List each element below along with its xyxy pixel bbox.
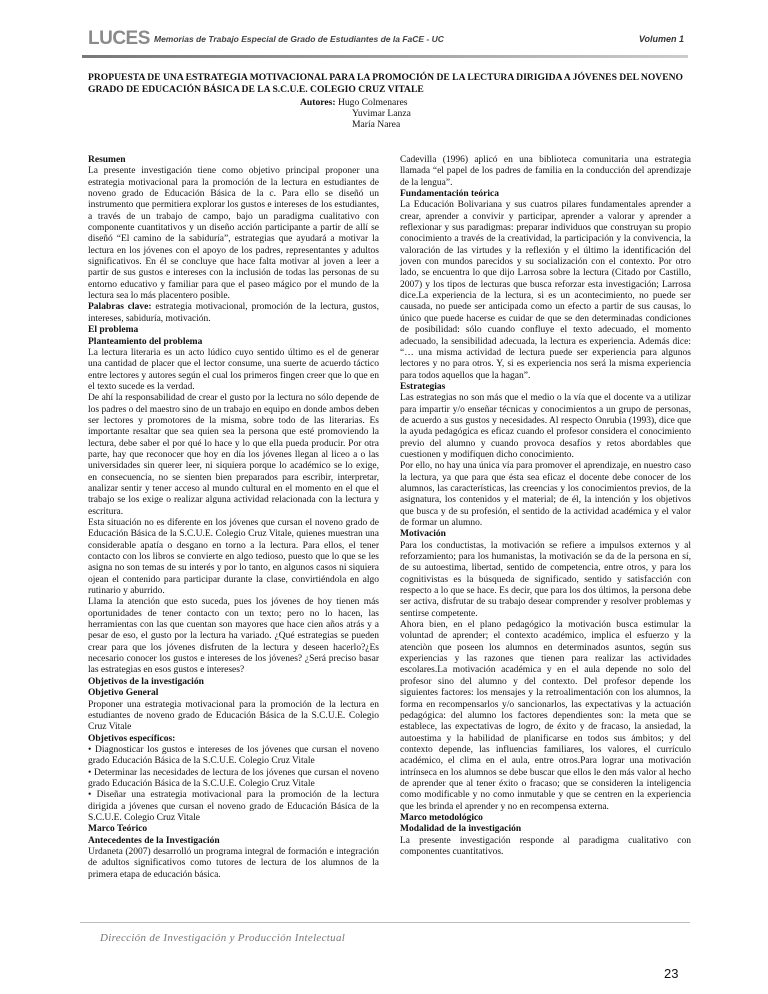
paragraph: La Educación Bolivariana y sus cuatros pilares fundamentales aprender a crear, aprender a convivir y participar, aprender a valorar y aprender a reflexionar y sus paradigmas: preparar individuos que construyan su propio conocimiento a través de la creatividad, la participación y la convivencia, la valoración de las virtudes y la reflexión y el último la identificación del joven con mundos parecidos y su socialización con el contexto. Por otro lado, se encuentra lo que dijo Larrosa sobre la lectura (Citado por Castillo, 2007) y los tipos de lecturas que busca reforzar esta investigación; Larrosa dice.La experiencia de la lectura, si es un acontecimiento, no puede ser causada, no puede ser anticipada como un efecto a partir de sus causas, lo único que puede hacerse es cuidar de que se den determinadas condiciones de posibilidad: sólo cuando confluye el texto adecuado, el momento adecuado, la sensibilidad adecuada, la lectura es experiencia. Además dice: “… una misma actividad de lectura puede ser experiencia para algunos lectores y no para otros. Y, si es experiencia nos será la misma experiencia para todos aquellos que la hagan”. (400, 200, 691, 381)
keywords-text: estrategia motivacional, promoción de la lectura, gustos, intereses, sabiduría, motivación. (88, 302, 379, 324)
author-name: Hugo Colmenares (337, 97, 408, 108)
section-heading: Motivación (400, 529, 446, 540)
paragraph: Por ello, no hay una única vía para promover el aprendizaje, en nuestro caso la lectura, ya que para que ésta sea eficaz el docente debe conocer de los alumnos, las características, las creencias y los conocimientos previos, de la asignatura, los contenidos y el material; de él, la intención y los objetivos que busca y de su profesión, el sentido de la actividad académica y el valor de formar un alumno. (400, 461, 691, 528)
running-title: Memorias de Trabajo Especial de Grado de Estudiantes de la FaCE - UC (154, 34, 444, 44)
author-row (0, 119, 768, 130)
section-heading: Objetivos específicos: (88, 733, 176, 744)
section-heading: El problema (88, 325, 139, 336)
paper-title: PROPUESTA DE UNA ESTRATEGIA MOTIVACIONAL PARA LA PROMOCIÓN DE LA LECTURA DIRIGIDA A JÓVENES DEL NOVENO GRADO DE EDUCACIÓN BÁSICA DE LA S.C.U.E. COLEGIO CRUZ VITALE (88, 72, 684, 95)
bullet-item: • Diagnosticar los gustos e intereses de los jóvenes que cursan el noveno grado Educación Básica de la S.C.U.E. Colegio Cruz Vitale (88, 745, 379, 768)
author-row (0, 97, 768, 108)
header-rule (82, 55, 688, 58)
footer-text: Dirección de Investigación y Producción Intelectual (100, 932, 346, 944)
section-heading: Objetivos de la investigación (88, 676, 204, 687)
author-name: María Narea (352, 119, 401, 131)
section-heading: Antecedentes de la Investigación (88, 835, 220, 846)
page-number: 23 (664, 966, 679, 981)
section-heading: Objetivo General (88, 688, 159, 699)
right-column (400, 155, 691, 858)
keywords (88, 302, 379, 325)
paragraph: Llama la atención que esto suceda, pues los jóvenes de hoy tienen más oportunidades de tener contacto con un texto; pero no lo hacen, las herramientas con las que cuentan son mayores que hace cien años atrás y a pesar de eso, el gusto por la lectura ha variado. ¿Qué estrategias se pueden crear para que los jóvenes disfruten de la lectura y deseen hacerlo?¿Es necesario conocer los gustos e intereses de los jóvenes? ¿Será preciso basar las estrategias en esos gustos e intereses? (88, 597, 379, 676)
section-heading: Fundamentación teórica (400, 189, 499, 200)
section-heading: Resumen (88, 155, 126, 165)
paragraph: Esta situación no es diferente en los jóvenes que cursan el noveno grado de Educación Básica de la S.C.U.E. Colegio Cruz Vitale, quienes muestran una considerable apatía o desgano en torno a la lectura. Para ellos, el tener contacto con los libros se convierte en algo tedioso, puesto que lo que se les asigna no son temas de su interés y por lo tanto, en algunos casos ni siquiera ojean el contenido para participar durante la clase, convirtiéndola en algo rutinario y aburrido. (88, 518, 379, 597)
bullet-item: • Determinar las necesidades de lectura de los jóvenes que cursan el noveno grado Educación Básica de la S.C.U.E. Colegio Cruz Vitale (88, 768, 379, 791)
section-heading: Estrategias (400, 381, 446, 392)
footer-rule (80, 922, 690, 923)
paragraph: Las estrategias no son más que el medio o la vía que el docente va a utilizar para impartir y/o enseñar técnicas y conocimientos a un grupo de personas, de acuerdo a sus gustos y necesidades. Al respecto Onrubia (1993), dice que la ayuda pedagógica es eficaz cuando el profesor considera el conocimiento previo del alumno y cuando provoca desafíos y retos abordables que cuestionen y modifiquen dicho conocimiento. (400, 393, 691, 460)
section-heading: Marco metodológico (400, 812, 483, 823)
paragraph: La presente investigación tiene como objetivo principal proponer una estrategia motivacional para la promoción de la lectura en estudiantes de noveno grado de Educación Básica de la c. Para ello se diseñó un instrumento que permitiera explorar los gustos e intereses de los estudiantes, a través de un trabajo de campo, bajo un paradigma cualitativo con componente cuantitativos y un diseño acción participante a partir de allí se diseñó “El camino de la sabiduría”, estrategias que ayudará a motivar la lectura en los jóvenes con el apoyo de los padres, representantes y adultos significativos. En él se concluye que hace falta motivar al joven a leer a partir de sus gustos e intereses con la inclusión de todas las personas de su entorno educativo y familiar para que el paseo mágico por el mundo de la lectura sea lo más placentero posible. (88, 166, 379, 302)
paragraph: Urdaneta (2007) desarrolló un programa integral de formación e integración de adultos significativos como tutores de lectura de los alumnos de la primera etapa de educación básica. (88, 846, 379, 880)
section-heading: Modalidad de la investigación (400, 824, 522, 835)
section-heading: Marco Teórico (88, 824, 148, 835)
paragraph: Para los conductistas, la motivación se refiere a impulsos externos y al reforzamiento; para los humanistas, la motivación se da de la persona en sí, de su autoestima, libertad, sentido de competencia, entre otros, y para los cognitivistas es la búsqueda de significado, sentido y satisfacción con respecto a lo que se hace. Es decir, que para los dos últimos, la persona debe ser activa, disfrutar de su trabajo desear comprender y resolver problemas y sentirse competente. (400, 540, 691, 619)
paragraph: Ahora bien, en el plano pedagógico la motivación busca estimular la voluntad de aprender; el contexto académico, implica el esfuerzo y la atenciòn que poseen los alumnos en determinados asuntos, según sus experiencias y las razones que tienen para realizar las actividades escolares.La motivación académica y en el aula depende no solo del profesor sino del alumno y del contexto. Del profesor depende los siguientes factores: los mensajes y la retroalimentación con los alumnos, la forma en recompensarlos y/o sancionarlos, las expectativas y la actuación pedagógica: del alumno los factores dependientes son: la meta que se establece, las expectativas de logro, de éxito y de fracaso, la ansiedad, la autoestima y la habilidad de planificarse en todos sus ámbitos; y del contexto depende, las influencias familiares, los valores, el currículo académico, el clima en el aula, entre otros.Para lograr una motivación intrínseca en los alumnos se debe buscar que ellos le den más valor al hecho de aprender que al tener éxito o fracaso; que se consideren la inteligencia como modificable y no como inmutable y que se centren en la experiencia que les brinda el aprender y no en recompensa externa. (400, 620, 691, 812)
authors-block (0, 97, 768, 131)
authors-label: Autores: (300, 97, 336, 108)
paragraph: La presente investigación responde al paradigma cualitativo con componentes cuantitativos. (400, 835, 691, 857)
author-name: Yuvimar Lanza (352, 108, 411, 120)
luces-logo: LUCES (88, 28, 150, 49)
author-row (0, 108, 768, 119)
page-header (88, 26, 686, 54)
paragraph: Proponer una estrategia motivacional para la promoción de la lectura en estudiantes de noveno grado de Educación Básica de la S.C.U.E. Colegio Cruz Vitale (88, 699, 379, 733)
bullet-item: • Diseñar una estrategia motivacional para la promoción de la lectura dirigida a jóvenes que cursan el noveno grado de Educación Básica de la S.C.U.E. Colegio Cruz Vitale (88, 790, 379, 824)
keywords-label: Palabras clave: (88, 302, 152, 313)
section-heading: Planteamiento del problema (88, 336, 203, 347)
paragraph: La lectura literaria es un acto lúdico cuyo sentido último es el de generar una cantidad de placer que el lector consume, una suerte de acuerdo táctico entre lectores y autores según el cual los primeros fingen creer que lo que en el texto sucede es la verdad. (88, 347, 379, 392)
left-column (88, 155, 379, 881)
paragraph: De ahí la responsabilidad de crear el gusto por la lectura no sólo depende de los padres o del maestro sino de un trabajo en equipo en donde ambos deben ser lectores y promotores de la misma, sobre todo de las literarias. Es importante resaltar que sea quien sea la persona que esté promoviendo la lectura, debe saber el por qué lo hace y lo que ella pueda producir. Por otra parte, hay que reconocer que hoy en día los jóvenes llegan al liceo a o las universidades sin querer leer, ni siquiera porque lo académico se lo exige, en consecuencia, no se sienten bien preparados para escribir, interpretar, analizar sentir y tener acceso al mundo cultural en el momento en el que el trabajo se los exige o realizar alguna actividad relacionada con la lectura y escritura. (88, 393, 379, 517)
paragraph: Cadevilla (1996) aplicó en una biblioteca comunitaria una estrategia llamada “el papel de los padres de familia en la conducción del aprendizaje de la lengua”. (400, 155, 691, 188)
volume-label: Volumen 1 (638, 34, 684, 44)
